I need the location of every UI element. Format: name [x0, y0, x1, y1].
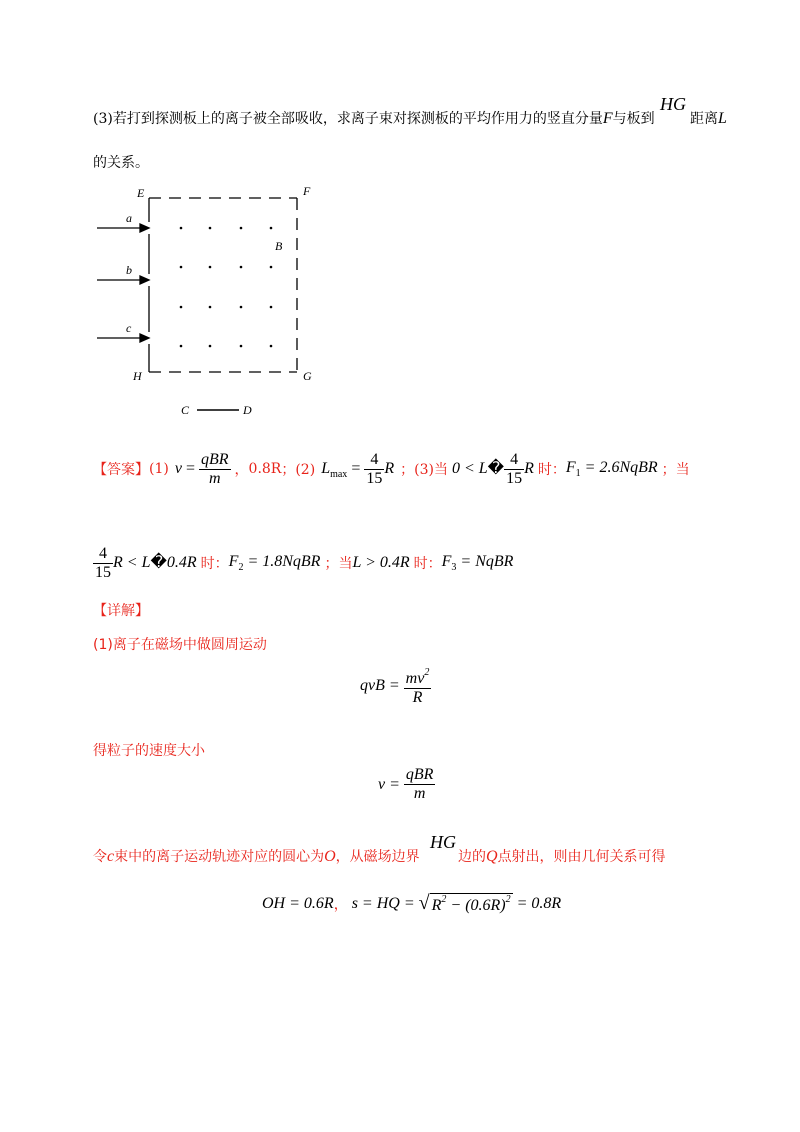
F2-val: = 1.8NqBR [247, 553, 321, 570]
Lmax-sub: max [330, 468, 348, 480]
detail-s3 [93, 846, 420, 866]
cond1-15: 15 [506, 469, 523, 487]
field-dots [180, 227, 273, 348]
F3-val: = NqBR [460, 553, 514, 570]
answer-tag: 【答案】 [93, 462, 149, 478]
question-prefix: (3)若打到探测板上的离子被全部吸收，求离子束对探测板的平均作用力的竖直分量 [93, 111, 603, 127]
eq1-num-text: mv [405, 670, 425, 687]
Lmax-R: R [384, 459, 395, 477]
answer-dang-2: ；当 [324, 556, 353, 572]
cond1-frac [504, 451, 524, 488]
s3-d: ，从磁场边界 [335, 849, 420, 865]
answer-p2: ；(2) [281, 462, 316, 478]
eq2-den: m [413, 785, 426, 802]
s3-a: 令 [93, 849, 107, 865]
eq1 [360, 664, 431, 707]
cond2-04R: 0.4R [166, 553, 197, 571]
cond1-a: 0 < L [451, 459, 488, 477]
Lmax-frac [364, 451, 384, 488]
sqrt-R: R [431, 896, 442, 914]
cond2-15: 15 [95, 563, 111, 581]
s3-Q: Q [486, 848, 498, 865]
label-C: C [181, 403, 190, 417]
frac-15: 15 [366, 469, 383, 487]
eq2 [378, 766, 435, 803]
answer-shi-2: 时： [200, 556, 229, 572]
distance-text: 距离 [690, 111, 718, 127]
eq2-num: qBR [405, 766, 434, 783]
sqrt-body [430, 893, 513, 915]
answer-v-formula [175, 451, 231, 488]
cond2-frac [93, 545, 113, 582]
answer-eq: = [185, 459, 195, 477]
F1: F [565, 459, 576, 476]
cond2-formula [93, 545, 197, 582]
label-G: G [303, 369, 312, 383]
s3-b: 束中的离子运动轨迹对应的圆心为 [114, 849, 325, 865]
s3-O: O [324, 848, 336, 865]
label-D: D [243, 403, 252, 417]
cond2-b: R < L [113, 553, 151, 571]
label-H: H [133, 369, 142, 383]
label-B: B [275, 239, 283, 253]
eq3-a: OH = 0.6R [262, 894, 334, 912]
label-E: E [137, 186, 145, 200]
frac-num: qBR [200, 450, 229, 468]
label-F: F [303, 184, 311, 198]
question-distance [690, 108, 727, 128]
s3-e: 边的 [458, 849, 486, 865]
label-c: c [126, 321, 132, 335]
eq3-b: s = HQ = [351, 894, 415, 912]
arrow-c [97, 334, 149, 342]
eq2-frac [404, 766, 436, 803]
question-line-2: 的关系。 [93, 155, 149, 171]
F3-sub: 3 [451, 562, 457, 573]
s3-c: c [107, 848, 115, 865]
answer-08R: 0.8R [248, 461, 282, 477]
question-line-1 [93, 108, 655, 128]
s3-f: 点射出，则由几何关系可得 [497, 849, 666, 865]
label-b: b [126, 263, 132, 277]
F1-sub: 1 [575, 468, 581, 479]
F2: F [228, 553, 239, 570]
cond1-glyph: � [487, 459, 505, 477]
var-F: F [602, 110, 613, 127]
magnetic-field-figure [93, 182, 333, 422]
answer-v: v [174, 459, 182, 477]
F2-sub: 2 [238, 562, 244, 573]
answer-p3: ；(3)当 [400, 462, 448, 478]
F1-formula [566, 459, 658, 479]
answer-v-frac [199, 451, 231, 488]
Lmax-eq: = [351, 459, 361, 477]
answer-line-2 [93, 540, 513, 586]
answer-comma: ， [234, 462, 249, 478]
cond1-4: 4 [504, 451, 524, 470]
F2-formula [229, 553, 321, 573]
arrow-b [97, 276, 149, 284]
label-HG-detail: HG [430, 832, 456, 852]
eq3-c: = 0.8R [516, 894, 562, 912]
answer-line-1 [93, 446, 690, 492]
eq1-lhs: qvB = [360, 676, 400, 694]
frac-4: 4 [364, 451, 384, 470]
answer-p1: (1) [149, 461, 169, 477]
arrow-a [97, 224, 149, 232]
Lmax-L: L [321, 459, 331, 477]
cond1-R: R [524, 459, 534, 477]
eq1-frac [404, 664, 432, 707]
answer-dang: ；当 [661, 462, 690, 478]
eq2-lhs: v = [378, 775, 400, 793]
sqrt-b: − (0.6R) [450, 896, 506, 914]
sqrt-sup1: 2 [441, 893, 447, 905]
sqrt-sign: √ [418, 892, 430, 914]
eq1-num [404, 664, 432, 689]
eq3 [262, 892, 561, 915]
var-L: L [718, 110, 727, 127]
answer-Lmax-formula [321, 451, 394, 488]
detail-s2: 得粒子的速度大小 [93, 743, 205, 759]
eq1-den: R [412, 689, 423, 706]
cond2-4: 4 [93, 545, 113, 564]
eq3-comma: ， [333, 896, 348, 913]
eq1-sup: 2 [424, 667, 430, 678]
answer-shi-3: 时： [413, 556, 442, 572]
answer-shi-1: 时： [537, 462, 566, 478]
F1-val: = 2.6NqBR [584, 459, 658, 476]
F3: F [441, 553, 452, 570]
detail-s3-tail [458, 846, 666, 866]
sqrt-sup2: 2 [505, 893, 511, 905]
label-a: a [126, 211, 132, 225]
label-HG-top: HG [660, 94, 686, 114]
cond1-formula [452, 451, 534, 488]
detail-tag: 【详解】 [93, 603, 149, 619]
question-with-plate: 与板到 [612, 111, 655, 127]
cond3: L > 0.4R [352, 554, 410, 571]
cond2-glyph: � [150, 553, 167, 571]
detail-s1: (1)离子在磁场中做圆周运动 [93, 637, 267, 653]
F3-formula [442, 553, 514, 573]
frac-den: m [208, 469, 221, 487]
